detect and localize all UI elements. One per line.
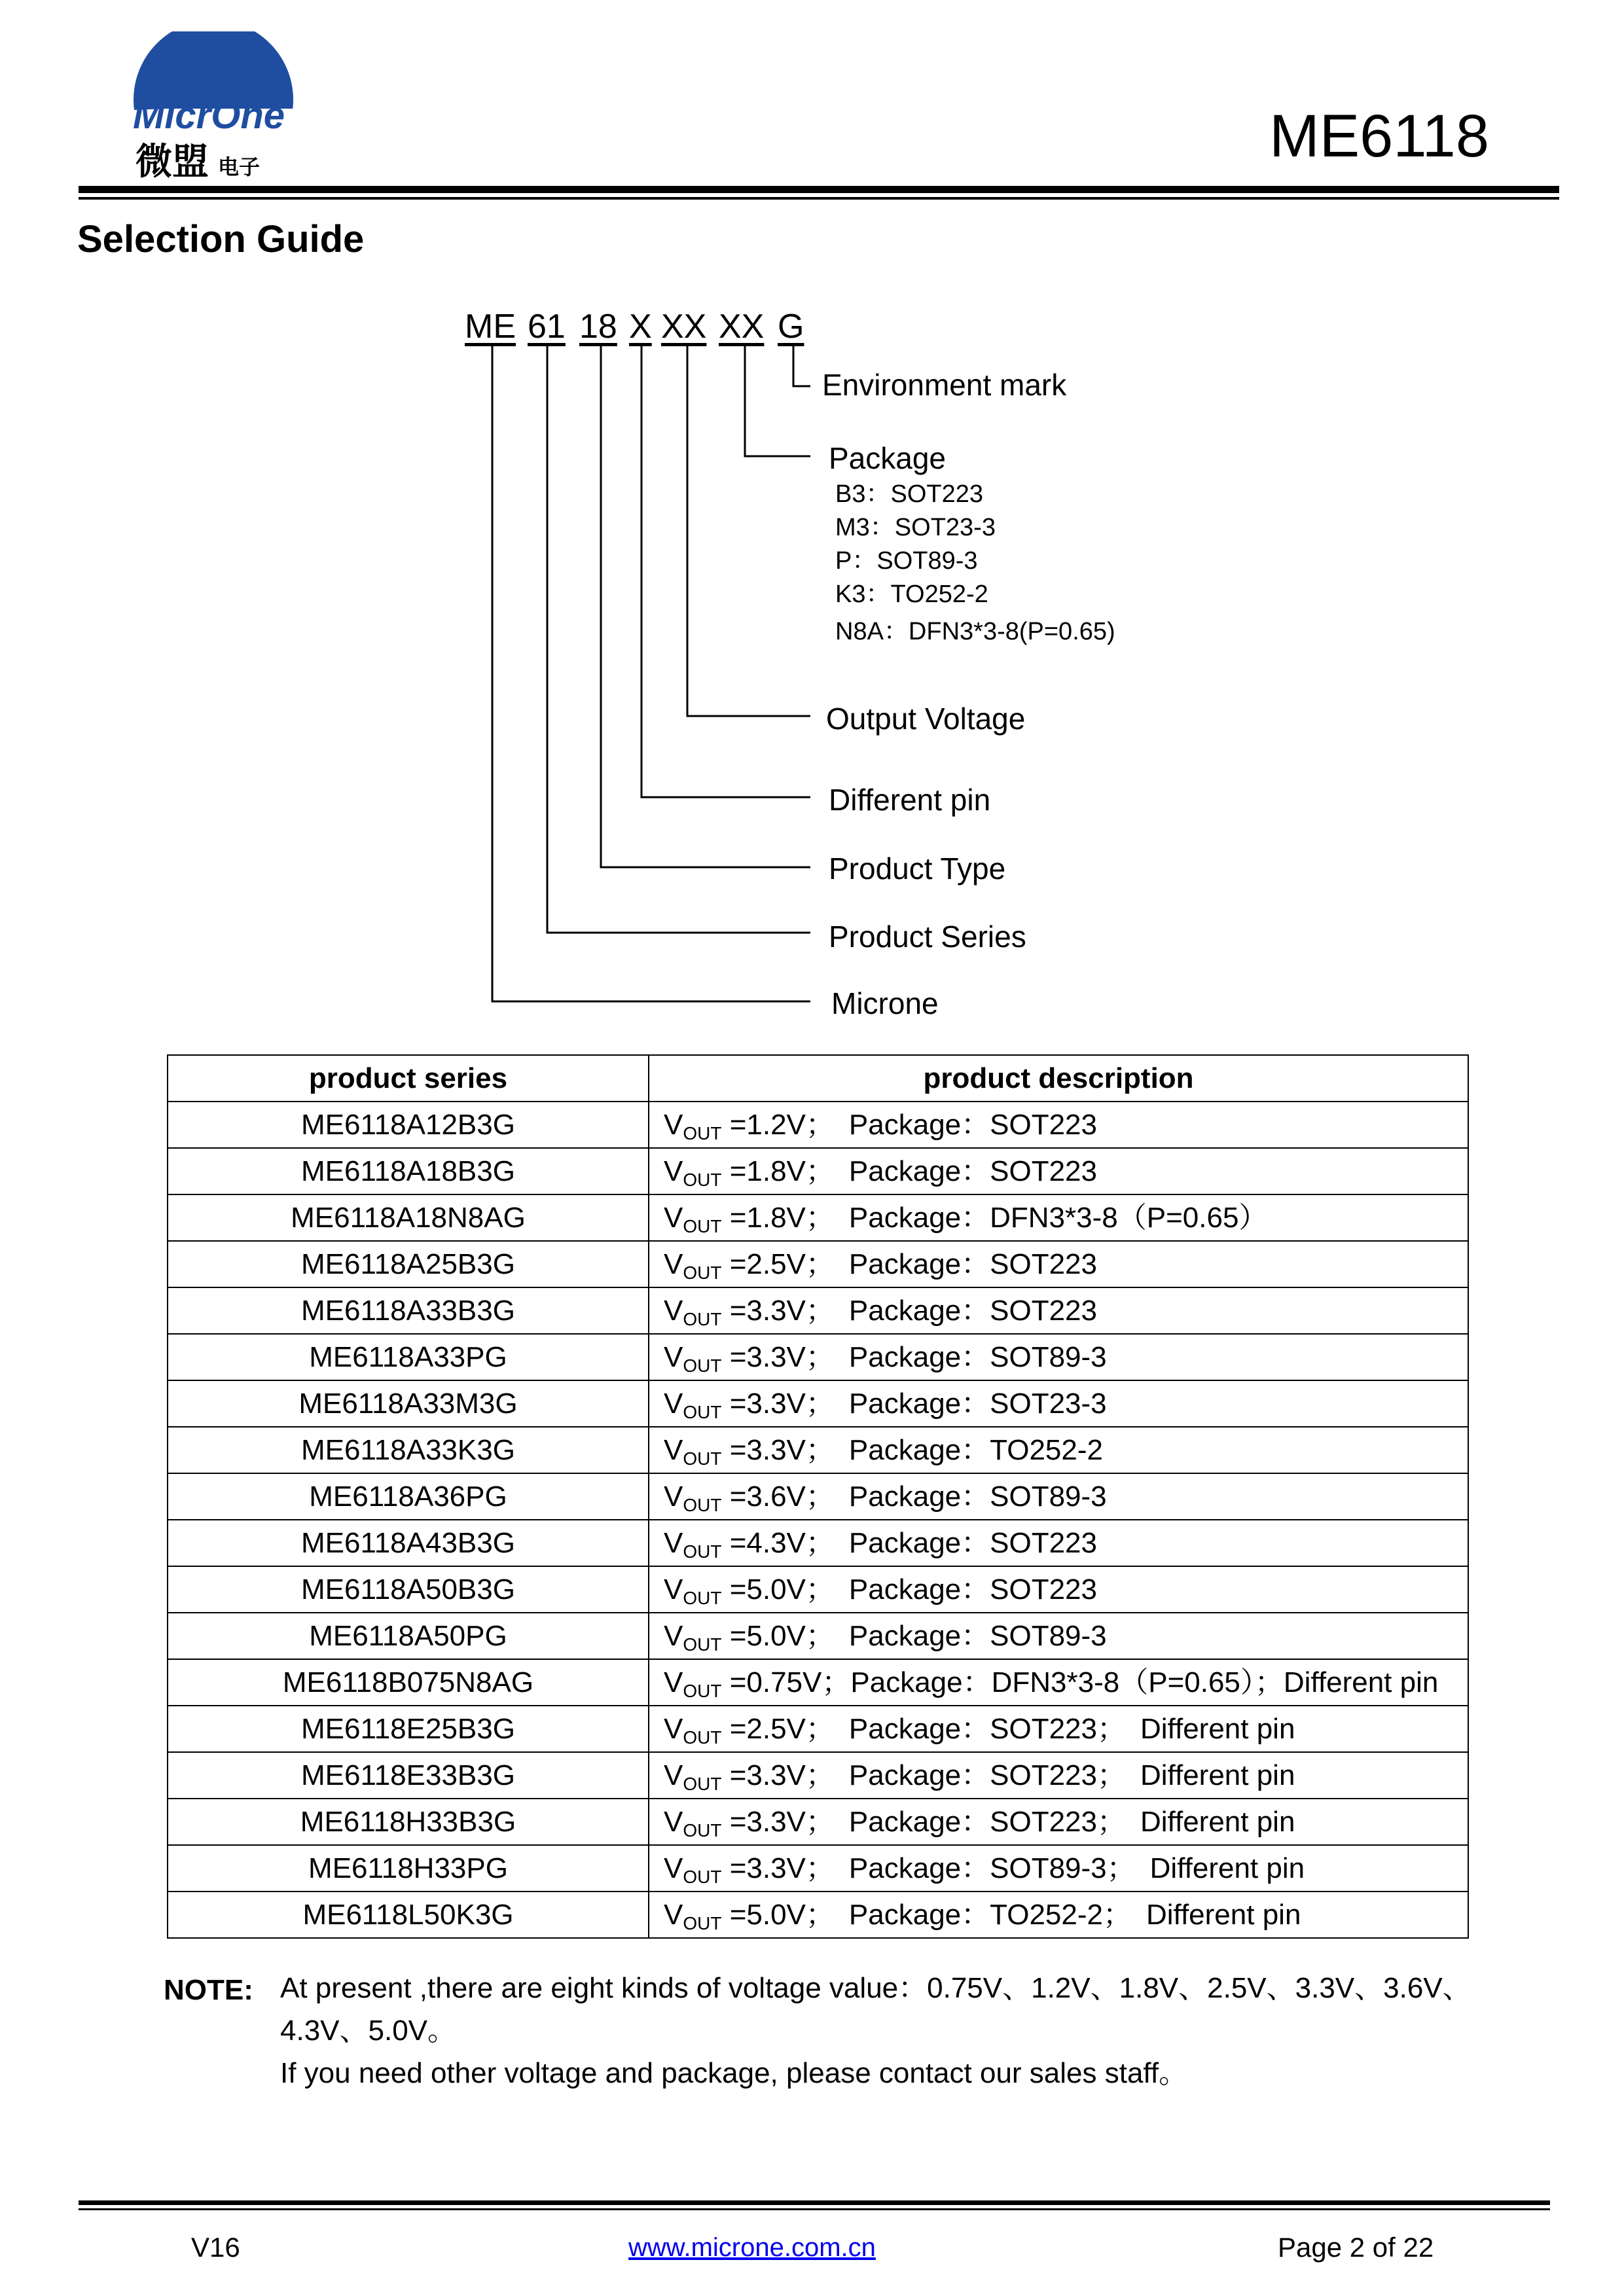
code-diagram-lines xyxy=(0,0,1624,1047)
vout-subscript: OUT xyxy=(683,1680,722,1701)
product-series-cell: ME6118A33K3G xyxy=(168,1427,649,1473)
description-text: =1.8V； Package：DFN3*3-8（P=0.65） xyxy=(721,1201,1268,1234)
product-description-cell xyxy=(649,1752,1468,1799)
vout-symbol: V xyxy=(664,1666,683,1698)
note-label: NOTE: xyxy=(164,1974,253,2006)
section-title: Selection Guide xyxy=(77,218,365,260)
table-row xyxy=(168,1287,1468,1334)
product-description-cell xyxy=(649,1520,1468,1566)
product-description-cell xyxy=(649,1102,1468,1148)
product-series-cell: ME6118H33PG xyxy=(168,1845,649,1892)
product-series-cell: ME6118E33B3G xyxy=(168,1752,649,1799)
logo-chinese-text: 微盟 xyxy=(135,141,209,182)
table-row xyxy=(168,1334,1468,1380)
table-row xyxy=(168,1194,1468,1241)
package-option: K3：TO252-2 xyxy=(835,581,988,608)
vout-subscript: OUT xyxy=(683,1866,722,1887)
table-header-row xyxy=(168,1055,1468,1102)
description-text: =3.3V； Package：SOT223； Different pin xyxy=(721,1759,1295,1791)
vout-symbol: V xyxy=(664,1526,683,1559)
product-description-cell xyxy=(649,1334,1468,1380)
vout-subscript: OUT xyxy=(683,1262,722,1283)
line-product-series xyxy=(547,346,810,933)
logo-brand-text: MicrOne xyxy=(133,94,285,137)
product-series-cell: ME6118A18B3G xyxy=(168,1148,649,1194)
description-text: =3.3V； Package：SOT89-3； Different pin xyxy=(721,1852,1305,1884)
vout-symbol: V xyxy=(664,1480,683,1513)
footer-page-number: Page 2 of 22 xyxy=(1278,2232,1434,2263)
vout-subscript: OUT xyxy=(683,1494,722,1515)
footer-rule xyxy=(79,2200,1550,2205)
label-microne: Microne xyxy=(831,986,939,1020)
label-product-type: Product Type xyxy=(829,852,1006,886)
package-option: N8A：DFN3*3-8(P=0.65) xyxy=(835,618,1115,645)
vout-symbol: V xyxy=(664,1201,683,1234)
table-row xyxy=(168,1380,1468,1427)
product-series-cell: ME6118A33M3G xyxy=(168,1380,649,1427)
vout-symbol: V xyxy=(664,1759,683,1791)
product-description-cell xyxy=(649,1148,1468,1194)
table-row xyxy=(168,1566,1468,1613)
product-series-cell: ME6118A50PG xyxy=(168,1613,649,1659)
line-product-type xyxy=(601,346,810,867)
vout-symbol: V xyxy=(664,1294,683,1327)
product-series-cell: ME6118L50K3G xyxy=(168,1892,649,1938)
vout-symbol: V xyxy=(664,1155,683,1187)
table-row xyxy=(168,1659,1468,1706)
description-text: =5.0V； Package：SOT89-3 xyxy=(721,1619,1107,1652)
package-option: B3：SOT223 xyxy=(835,480,983,508)
description-text: =0.75V；Package：DFN3*3-8（P=0.65）；Different pin xyxy=(721,1666,1439,1698)
code-segment-series: 61 xyxy=(528,308,566,346)
description-text: =2.5V； Package：SOT223 xyxy=(721,1247,1097,1280)
product-description-cell xyxy=(649,1473,1468,1520)
label-package: Package xyxy=(829,441,947,475)
vout-symbol: V xyxy=(664,1619,683,1652)
product-series-cell: ME6118A33PG xyxy=(168,1334,649,1380)
table-row xyxy=(168,1102,1468,1148)
product-description-cell xyxy=(649,1799,1468,1845)
vout-symbol: V xyxy=(664,1247,683,1280)
vout-subscript: OUT xyxy=(683,1587,722,1608)
table-row xyxy=(168,1752,1468,1799)
vout-symbol: V xyxy=(664,1340,683,1373)
document-title: ME6118 xyxy=(1269,103,1489,170)
code-segment-environment: G xyxy=(778,308,804,346)
column-header-series: product series xyxy=(168,1055,649,1102)
vout-subscript: OUT xyxy=(683,1541,722,1562)
note-line: At present ,there are eight kinds of voltage value：0.75V、1.2V、1.8V、2.5V、3.3V、3.6V、 xyxy=(280,1972,1471,2004)
description-text: =4.3V； Package：SOT223 xyxy=(721,1526,1097,1559)
product-series-cell: ME6118B075N8AG xyxy=(168,1659,649,1706)
footer-website-link[interactable]: www.microne.com.cn xyxy=(628,2233,876,2262)
description-text: =3.3V； Package：SOT223 xyxy=(721,1294,1097,1327)
product-series-cell: ME6118A33B3G xyxy=(168,1287,649,1334)
label-output-voltage: Output Voltage xyxy=(826,702,1026,736)
code-segment-pin: X xyxy=(629,308,652,346)
vout-subscript: OUT xyxy=(683,1820,722,1840)
code-segment-voltage: XX xyxy=(661,308,707,346)
table-row xyxy=(168,1520,1468,1566)
vout-symbol: V xyxy=(664,1573,683,1605)
product-description-cell xyxy=(649,1845,1468,1892)
vout-subscript: OUT xyxy=(683,1401,722,1422)
logo-chinese-small-text: 电子 xyxy=(218,154,261,179)
table-row xyxy=(168,1799,1468,1845)
table-row xyxy=(168,1845,1468,1892)
description-text: =3.3V； Package：SOT23-3 xyxy=(721,1387,1107,1420)
footer-version: V16 xyxy=(191,2232,240,2263)
code-segment-package: XX xyxy=(719,308,765,346)
table-row xyxy=(168,1473,1468,1520)
code-segment-type: 18 xyxy=(579,308,617,346)
vout-symbol: V xyxy=(664,1805,683,1838)
description-text: =5.0V； Package：TO252-2； Different pin xyxy=(721,1898,1301,1931)
product-description-cell xyxy=(649,1427,1468,1473)
vout-symbol: V xyxy=(664,1387,683,1420)
label-product-series: Product Series xyxy=(829,920,1026,954)
product-table xyxy=(167,1054,1469,1939)
description-text: =3.6V； Package：SOT89-3 xyxy=(721,1480,1107,1513)
column-header-description: product description xyxy=(649,1055,1468,1102)
vout-subscript: OUT xyxy=(683,1308,722,1329)
product-description-cell xyxy=(649,1892,1468,1938)
vout-symbol: V xyxy=(664,1852,683,1884)
vout-subscript: OUT xyxy=(683,1912,722,1933)
table-row xyxy=(168,1241,1468,1287)
note-line: 4.3V、5.0V。 xyxy=(280,2015,457,2047)
vout-symbol: V xyxy=(664,1712,683,1745)
table-row xyxy=(168,1427,1468,1473)
package-option: P：SOT89-3 xyxy=(835,547,978,575)
product-description-cell xyxy=(649,1241,1468,1287)
product-description-cell xyxy=(649,1706,1468,1752)
vout-subscript: OUT xyxy=(683,1727,722,1748)
product-description-cell xyxy=(649,1566,1468,1613)
code-segment-me: ME xyxy=(465,308,516,346)
line-output-voltage xyxy=(687,346,810,716)
description-text: =2.5V； Package：SOT223； Different pin xyxy=(721,1712,1295,1745)
line-microne xyxy=(492,346,810,1001)
product-description-cell xyxy=(649,1613,1468,1659)
product-description-cell xyxy=(649,1287,1468,1334)
label-different-pin: Different pin xyxy=(829,783,991,817)
table-row xyxy=(168,1892,1468,1938)
product-series-cell: ME6118A25B3G xyxy=(168,1241,649,1287)
vout-symbol: V xyxy=(664,1898,683,1931)
product-series-cell: ME6118H33B3G xyxy=(168,1799,649,1845)
description-text: =5.0V； Package：SOT223 xyxy=(721,1573,1097,1605)
package-option: M3：SOT23-3 xyxy=(835,514,996,541)
product-series-cell: ME6118A36PG xyxy=(168,1473,649,1520)
table-body xyxy=(168,1102,1468,1938)
table-row xyxy=(168,1706,1468,1752)
product-description-cell xyxy=(649,1380,1468,1427)
product-series-cell: ME6118A18N8AG xyxy=(168,1194,649,1241)
note-line: If you need other voltage and package, please contact our sales staff。 xyxy=(280,2057,1188,2089)
footer-rule-thin xyxy=(79,2208,1550,2210)
product-series-cell: ME6118E25B3G xyxy=(168,1706,649,1752)
product-series-cell: ME6118A50B3G xyxy=(168,1566,649,1613)
product-series-cell: ME6118A43B3G xyxy=(168,1520,649,1566)
label-environment-mark: Environment mark xyxy=(822,368,1067,402)
product-series-cell: ME6118A12B3G xyxy=(168,1102,649,1148)
vout-subscript: OUT xyxy=(683,1122,722,1143)
table-row xyxy=(168,1148,1468,1194)
description-text: =1.8V； Package：SOT223 xyxy=(721,1155,1097,1187)
vout-symbol: V xyxy=(664,1108,683,1141)
product-description-cell xyxy=(649,1659,1468,1706)
description-text: =3.3V； Package：TO252-2 xyxy=(721,1433,1103,1466)
vout-symbol: V xyxy=(664,1433,683,1466)
description-text: =3.3V； Package：SOT89-3 xyxy=(721,1340,1107,1373)
vout-subscript: OUT xyxy=(683,1448,722,1469)
vout-subscript: OUT xyxy=(683,1634,722,1655)
vout-subscript: OUT xyxy=(683,1355,722,1376)
vout-subscript: OUT xyxy=(683,1169,722,1190)
product-description-cell xyxy=(649,1194,1468,1241)
line-environment xyxy=(793,346,810,386)
table-row xyxy=(168,1613,1468,1659)
vout-subscript: OUT xyxy=(683,1773,722,1794)
line-different-pin xyxy=(641,346,810,797)
description-text: =3.3V； Package：SOT223； Different pin xyxy=(721,1805,1295,1838)
description-text: =1.2V； Package：SOT223 xyxy=(721,1108,1097,1141)
vout-subscript: OUT xyxy=(683,1215,722,1236)
line-package xyxy=(745,346,810,456)
